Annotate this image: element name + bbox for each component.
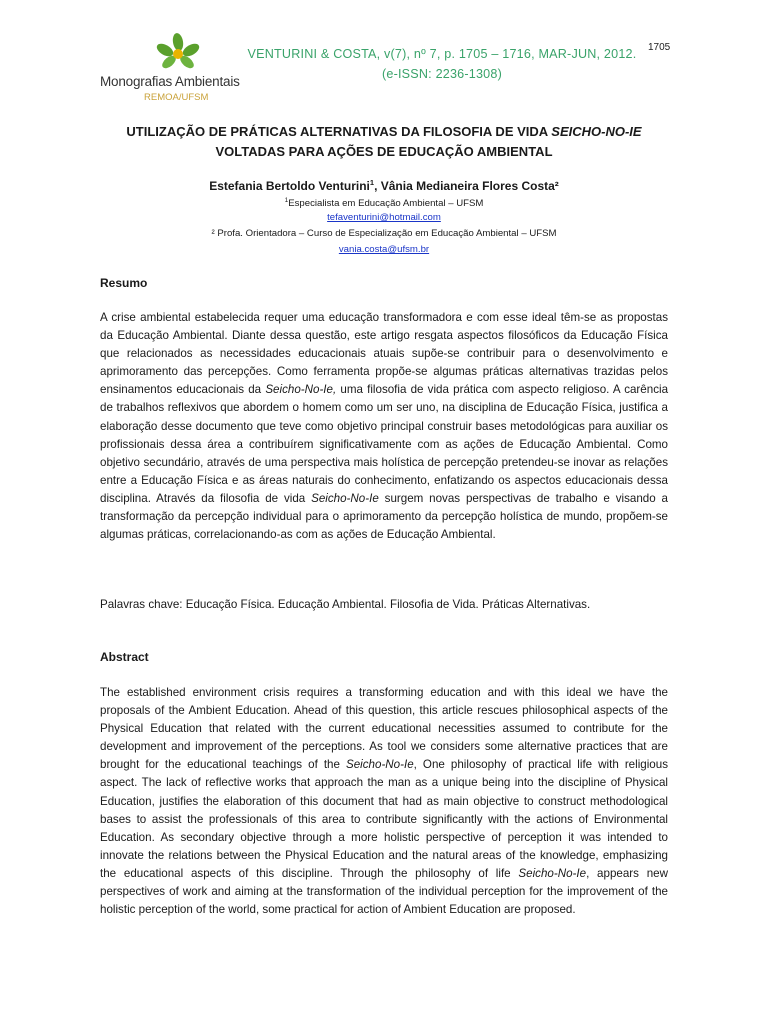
abstract-text-1: The established environment crisis requires a transforming education and with this ideal we have the proposals of the Ambient Education. Ahead of this question, this article rescues philosophical aspects of the Physical Education that related with the current educational necessities assumed to contribute for the development and improvement of the perceptions. As tool we considers some alternative practices that are brought for the educational teachings of the — [100, 686, 668, 772]
affiliation-1-text: Especialista em Educação Ambiental – UFSM — [288, 198, 484, 210]
author-2: Vânia Medianeira Flores Costa² — [380, 179, 559, 193]
email-1-row — [100, 211, 668, 225]
page-number: 1705 — [648, 42, 671, 53]
resumo-paragraph — [100, 309, 668, 544]
title-line-2: VOLTADAS PARA AÇÕES DE EDUCAÇÃO AMBIENTAL — [215, 144, 553, 159]
paper-title — [100, 122, 668, 162]
resumo-heading: Resumo — [100, 276, 148, 290]
affiliation-1 — [100, 194, 668, 211]
author-list — [100, 178, 668, 193]
resumo-text-2: uma filosofia de vida prática com aspecto religioso. A carência de trabalhos reflexivos que abordem o homem como um ser uno, na disciplina de Educação Física, justifica a elaboração desse documento que teve como objetivo principal construir bases metodológicas para auxiliar os profissionais dessa área a contribuírem significativamente com as ações de Educação Ambiental. Como objetivo secundário, através de uma perspectiva mais holística de percepção pretendeu-se inovar as relações entre a Educação Física e as áreas naturais do conhecimento, enfatizando os aspectos educacionais dessa disciplina. Através da filosofia de vida — [100, 383, 669, 505]
abstract-paragraph — [100, 684, 668, 919]
email-2-row — [100, 243, 668, 257]
resumo-text-3: surgem novas perspectivas de trabalho e visando a transformação da percepção individual para o aprimoramento da percepção holística de mundo, propõem-se algumas práticas, correlacionando-as com as ações de Educação Ambiental. — [100, 491, 668, 542]
abstract-text-2: , One philosophy of practical life with religious aspect. The lack of reflective works that approach the man as a unique being into the discipline of Physical Education, justifies the elaboration of this document that had as main objective to construct methodological bases to assist the professionals of this area to contribute significantly with the actions of Environmental Education. As secondary objective through a more holistic perspective of perception it was intended to innovate the relations between the Physical Education and the natural areas of the knowledge, emphasizing the educational aspects of this discipline. Through the philosophy of life — [100, 758, 668, 880]
citation-line-1: VENTURINI & COSTA, v(7), nº 7, p. 1705 – 1716, MAR-JUN, 2012. — [247, 47, 637, 61]
leaf-cluster-icon — [152, 32, 204, 72]
title-text: UTILIZAÇÃO DE PRÁTICAS ALTERNATIVAS DA FILOSOFIA DE VIDA — [126, 124, 552, 139]
affiliation-2: ² Profa. Orientadora – Curso de Especialização em Educação Ambiental – UFSM — [211, 228, 557, 239]
citation — [232, 44, 652, 84]
resumo-emphasis-1: Seicho-No-Ie, — [265, 383, 337, 397]
affiliation-1-sup: 1 — [284, 197, 289, 204]
email-1-link[interactable]: tefaventurini@hotmail.com — [327, 212, 441, 223]
logo-name: Monografias Ambientais — [100, 74, 240, 89]
citation-line-2: (e-ISSN: 2236-1308) — [381, 67, 502, 81]
email-2-link[interactable]: vania.costa@ufsm.br — [338, 244, 430, 255]
resumo-text-1: A crise ambiental estabelecida requer uma educação transformadora e com esse ideal têm-se as propostas da Educação Ambiental. Diante dessa questão, este artigo resgata aspectos filosóficos da Educação Física que relacionados as necessidades educacionais atuais supõe-se contribuir para o desenvolvimento e aprimoramento das percepções. Como ferramenta propõe-se algumas práticas alternativas trazidas pelos ensinamentos educacionais da — [100, 311, 668, 397]
author-separator: , — [374, 179, 381, 193]
keywords: Palavras chave: Educação Física. Educação Ambiental. Filosofia de Vida. Práticas Alternativas. — [100, 598, 591, 611]
title-emphasis: SEICHO-NO-IE — [551, 124, 642, 139]
abstract-emphasis-1: Seicho-No-Ie — [346, 758, 414, 772]
author-1-sup: 1 — [369, 178, 375, 187]
resumo-emphasis-2: Seicho-No-Ie — [311, 491, 379, 505]
abstract-emphasis-2: Seicho-No-Ie — [518, 866, 587, 880]
title-line-1 — [100, 122, 668, 142]
abstract-text-3: , appears new perspectives of work and aiming at the transformation of the individual perception for the improvement of the holistic perception of the world, some practical for action of Ambient Education are proposed. — [100, 866, 668, 917]
abstract-heading: Abstract — [100, 650, 149, 664]
logo-subtitle: REMOA/UFSM — [144, 92, 209, 103]
author-1: Estefania Bertoldo Venturini — [209, 179, 370, 193]
